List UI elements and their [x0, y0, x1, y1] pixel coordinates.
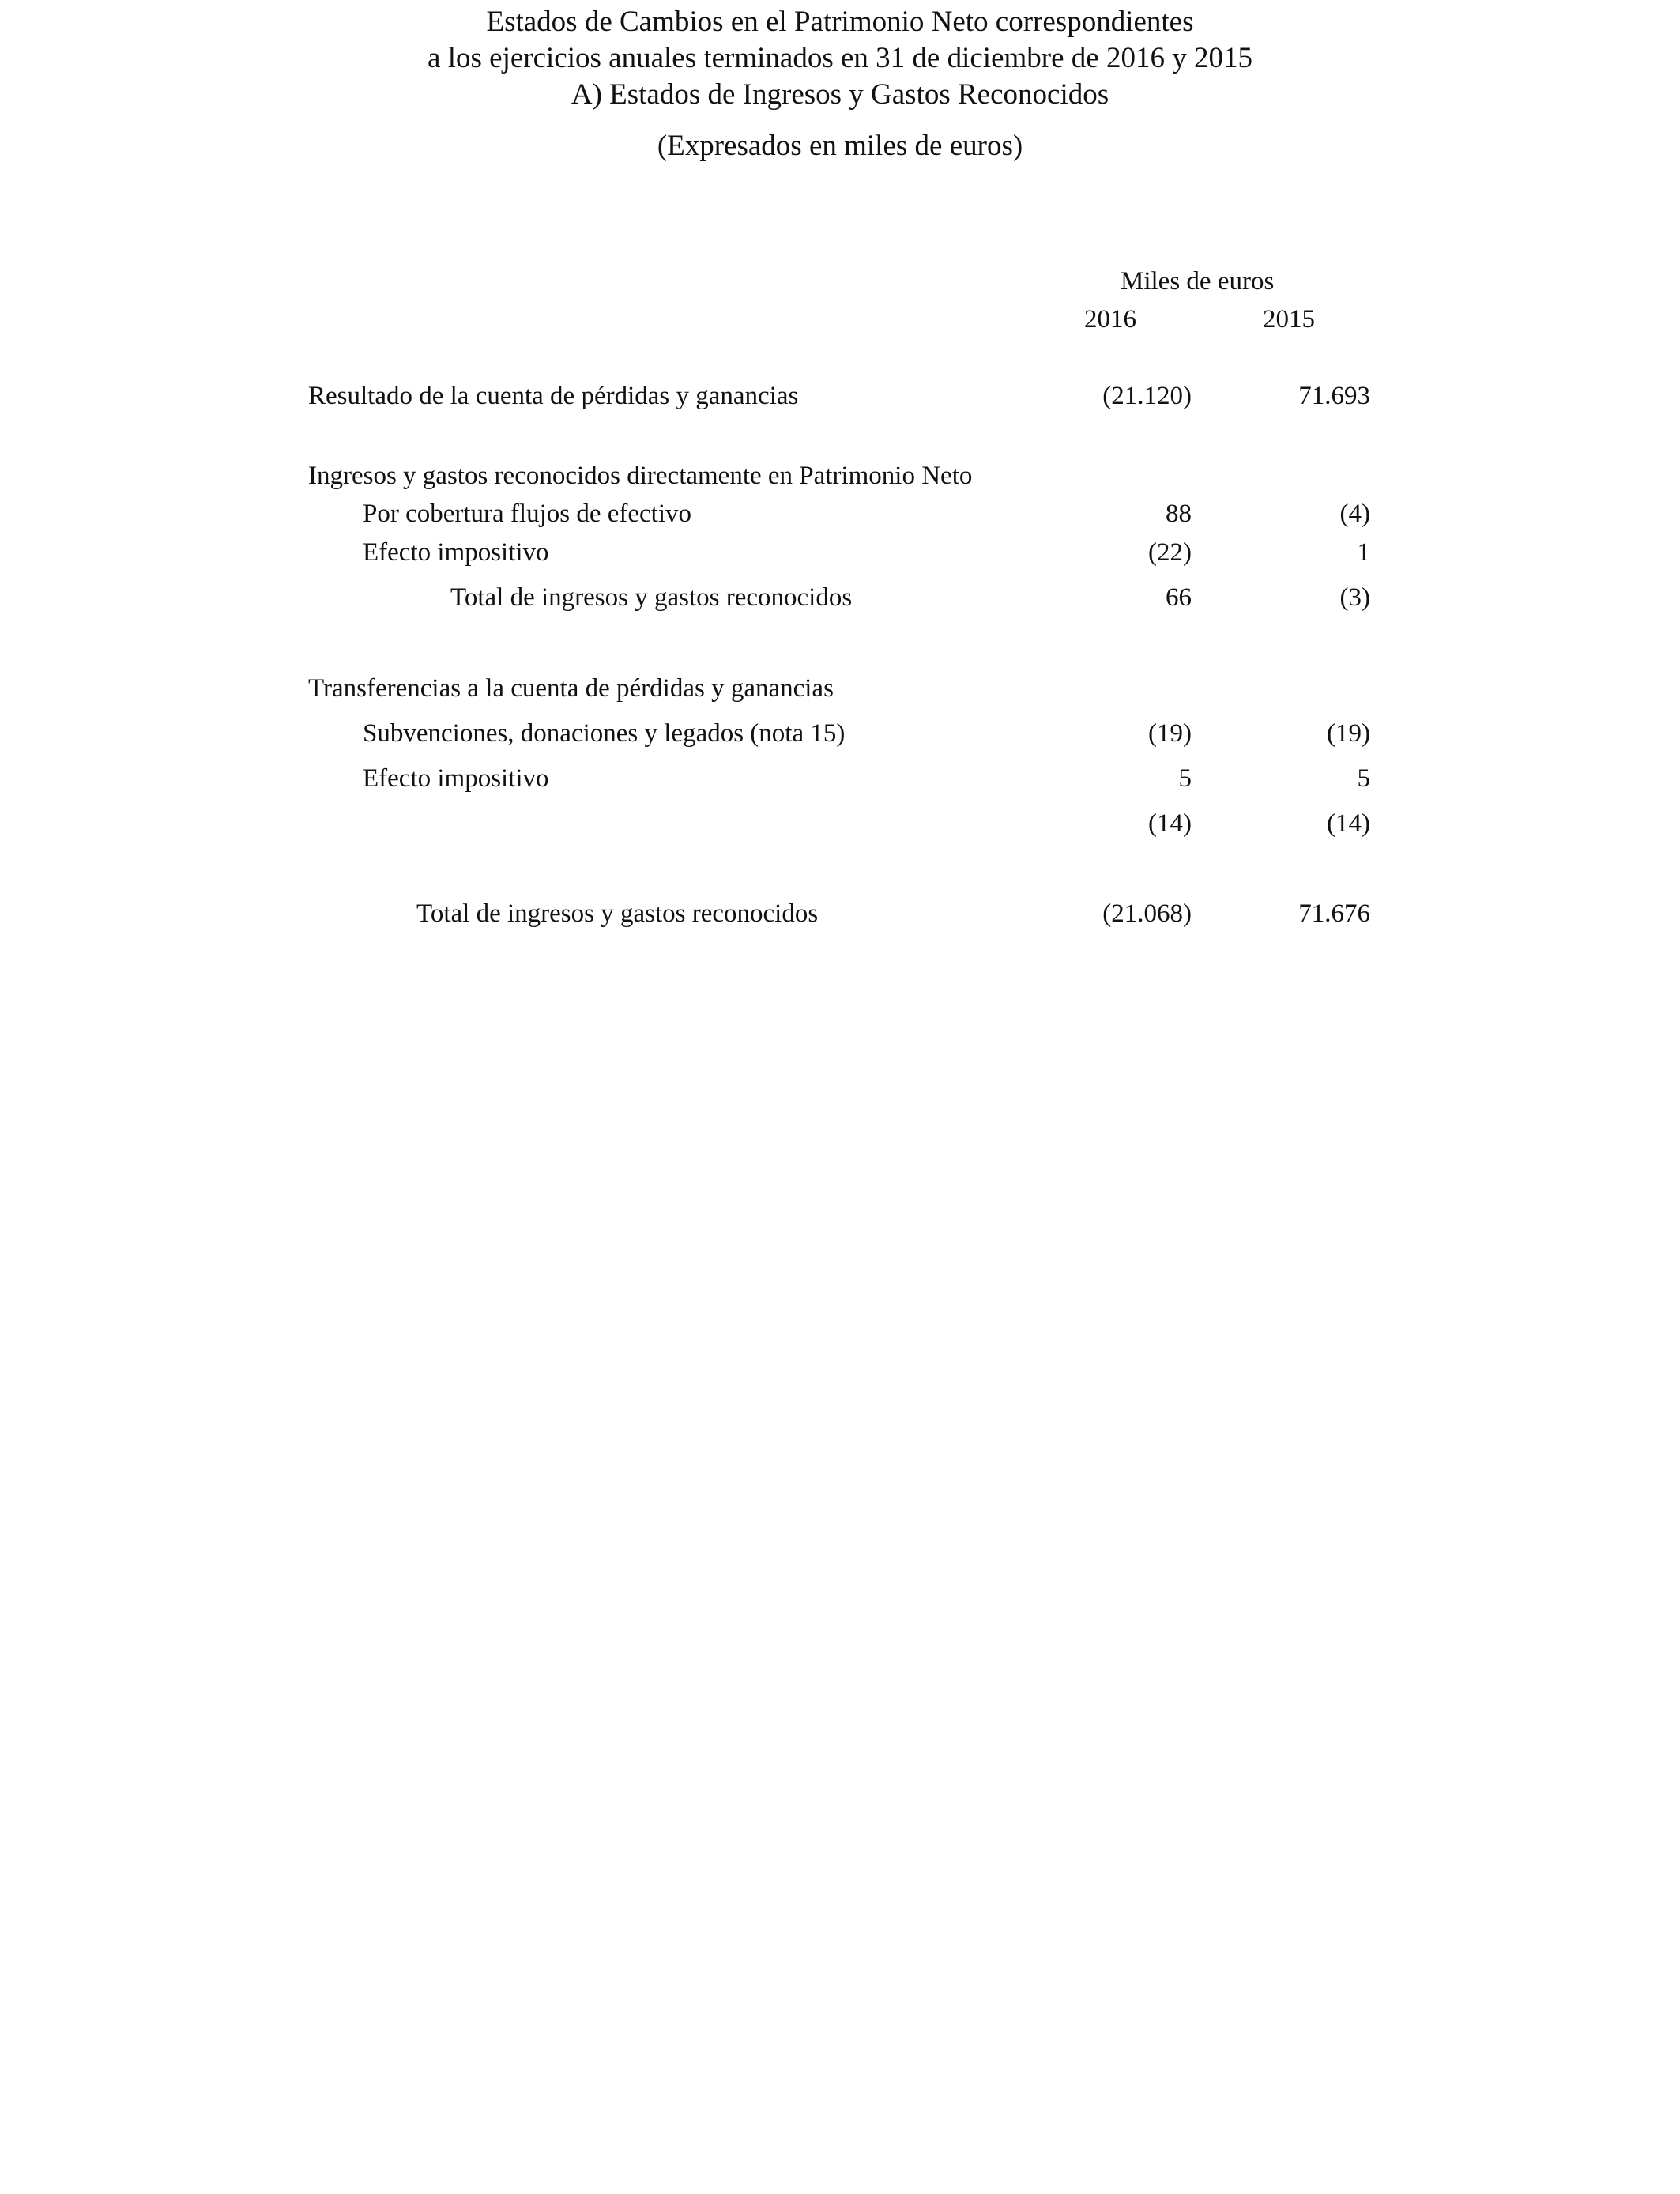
column-header-2015: 2015	[1263, 305, 1315, 334]
row-label-resultado: Resultado de la cuenta de pérdidas y ganancias	[308, 382, 799, 410]
column-header-2016: 2016	[1084, 305, 1136, 334]
row-value-2016: (21.068)	[1102, 899, 1192, 928]
row-value-2015: (14)	[1327, 809, 1370, 838]
document-subtitle: (Expresados en miles de euros)	[657, 130, 1023, 162]
row-value-2015: 5	[1357, 764, 1370, 793]
row-value-2015: 1	[1357, 538, 1370, 567]
document-title-line-2: a los ejercicios anuales terminados en 31 de diciembre de 2016 y 2015	[428, 42, 1252, 74]
row-value-2016: (19)	[1148, 719, 1192, 748]
row-value-2015: 71.693	[1298, 382, 1370, 410]
row-value-2015: 71.676	[1298, 899, 1370, 928]
section-heading-transferencias: Transferencias a la cuenta de pérdidas y ganancias	[308, 674, 834, 703]
row-value-2016: (14)	[1148, 809, 1192, 838]
row-value-2015: (19)	[1327, 719, 1370, 748]
row-value-2015: (4)	[1339, 499, 1370, 528]
row-value-2016: (21.120)	[1102, 382, 1192, 410]
row-label-subtotal: Total de ingresos y gastos reconocidos	[450, 583, 853, 612]
row-label-grand-total: Total de ingresos y gastos reconocidos	[416, 899, 819, 928]
row-label-subvenciones: Subvenciones, donaciones y legados (nota 15)	[363, 719, 846, 748]
document-title-line-3: A) Estados de Ingresos y Gastos Reconocidos	[571, 78, 1109, 111]
row-value-2016: 88	[1166, 499, 1192, 528]
units-header: Miles de euros	[1121, 267, 1275, 296]
row-label-cobertura: Por cobertura flujos de efectivo	[363, 499, 692, 528]
row-value-2015: (3)	[1339, 583, 1370, 612]
section-heading-ingresos-gastos: Ingresos y gastos reconocidos directamente en Patrimonio Neto	[308, 462, 973, 490]
row-value-2016: (22)	[1148, 538, 1192, 567]
document-title-line-1: Estados de Cambios en el Patrimonio Neto correspondientes	[486, 6, 1194, 38]
row-value-2016: 5	[1178, 764, 1192, 793]
row-label-efecto-impositivo: Efecto impositivo	[363, 764, 549, 793]
row-value-2016: 66	[1166, 583, 1192, 612]
row-label-efecto-impositivo: Efecto impositivo	[363, 538, 549, 567]
